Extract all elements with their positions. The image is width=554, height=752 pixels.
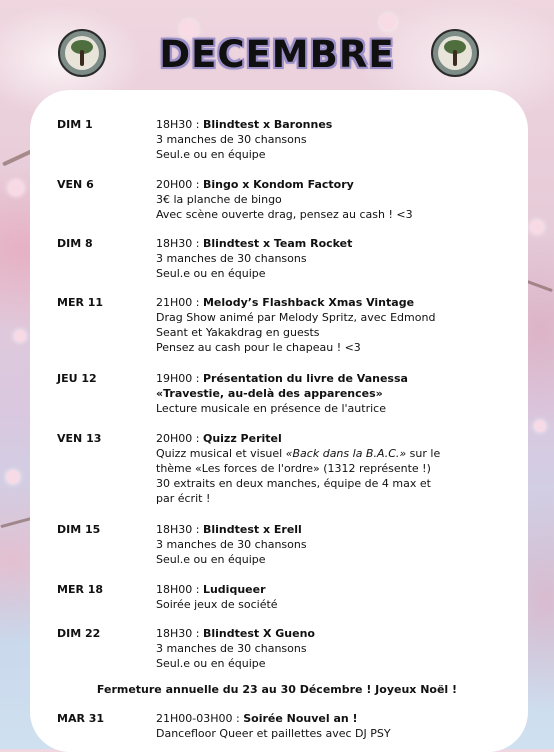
event-time: 21H00-03H00 [156, 712, 233, 725]
event-name: Soirée Nouvel an ! [243, 712, 358, 725]
event-detail: Seul.e ou en équipe [156, 267, 266, 280]
closure-notice: Fermeture annuelle du 23 au 30 Décembre ! Joyeux Noël ! [96, 683, 458, 696]
event-info [156, 371, 526, 416]
background-blossom [6, 470, 20, 484]
event-detail: 3 manches de 30 chansons [156, 252, 307, 265]
event-detail: Seul.e ou en équipe [156, 553, 266, 566]
event-name: Quizz Peritel [202, 432, 282, 445]
event-info [156, 582, 526, 612]
event-detail: Pensez au cash pour le chapeau ! <3 [156, 341, 361, 354]
event-detail: Avec scène ouverte drag, pensez au cash ! <3 [156, 208, 413, 221]
event-detail: par écrit ! [156, 492, 211, 505]
event-detail: 3 manches de 30 chansons [156, 133, 307, 146]
event-info [156, 117, 526, 162]
event-detail: Seul.e ou en équipe [156, 657, 266, 670]
event-time: 18H30 [156, 523, 193, 536]
event-name: Melody’s Flashback Xmas Vintage [202, 296, 415, 309]
event-info [156, 431, 526, 506]
event-day: VEN 13 [57, 432, 102, 445]
event-info [156, 295, 526, 355]
event-time: 18H30 [156, 237, 193, 250]
background-blossom [534, 420, 546, 432]
event-detail-emphasis: «Back dans la B.A.C.» [285, 447, 407, 460]
separator: : [192, 432, 203, 445]
separator: : [192, 296, 203, 309]
event-day: MER 18 [57, 583, 104, 596]
event-time: 20H00 [156, 178, 193, 191]
event-detail: 3€ la planche de bingo [156, 193, 282, 206]
event-detail: thème «Les forces de l'ordre» (1312 représente !) [156, 462, 431, 475]
event-detail: sur le [406, 447, 441, 460]
event-detail: Seul.e ou en équipe [156, 148, 266, 161]
event-detail: 30 extraits en deux manches, équipe de 4 max et [156, 477, 431, 490]
event-day: DIM 1 [57, 118, 93, 131]
event-name: Bingo x Kondom Factory [202, 178, 354, 191]
event-name-continued: «Travestie, au-delà des apparences» [156, 387, 383, 400]
event-day: JEU 12 [57, 372, 97, 385]
event-name: Blindtest x Team Rocket [202, 237, 353, 250]
separator: : [192, 627, 203, 640]
event-info [156, 711, 526, 741]
event-info [156, 522, 526, 567]
event-info [156, 177, 526, 222]
separator: : [192, 372, 203, 385]
event-day: MAR 31 [57, 712, 105, 725]
background-blossom [380, 14, 396, 30]
event-name: Présentation du livre de Vanessa [202, 372, 408, 385]
event-time: 19H00 [156, 372, 193, 385]
event-detail: Dancefloor Queer et paillettes avec DJ PSY [156, 727, 391, 740]
separator: : [192, 118, 203, 131]
event-time: 21H00 [156, 296, 193, 309]
event-name: Ludiqueer [202, 583, 266, 596]
separator: : [192, 237, 203, 250]
separator: : [232, 712, 244, 725]
event-info [156, 236, 526, 281]
background-blossom [530, 220, 544, 234]
page-title: DECEMBRE [159, 33, 395, 76]
event-detail: Soirée jeux de société [156, 598, 278, 611]
event-name: Blindtest x Baronnes [202, 118, 333, 131]
separator: : [192, 523, 203, 536]
event-day: DIM 15 [57, 523, 101, 536]
event-detail: Seant et Yakakdrag en guests [156, 326, 320, 339]
event-time: 18H30 [156, 627, 193, 640]
event-name: Blindtest x Erell [202, 523, 302, 536]
event-day: MER 11 [57, 296, 104, 309]
event-time: 18H30 [156, 118, 193, 131]
event-info [156, 626, 526, 671]
event-day: DIM 8 [57, 237, 93, 250]
event-time: 20H00 [156, 432, 193, 445]
event-day: VEN 6 [57, 178, 94, 191]
event-detail: 3 manches de 30 chansons [156, 642, 307, 655]
background-blossom [8, 180, 24, 196]
event-detail: Drag Show animé par Melody Spritz, avec Edmond [156, 311, 436, 324]
event-day: DIM 22 [57, 627, 101, 640]
separator: : [192, 583, 203, 596]
event-detail: 3 manches de 30 chansons [156, 538, 307, 551]
background-blossom [14, 330, 26, 342]
event-detail: Lecture musicale en présence de l'autrice [156, 402, 386, 415]
event-time: 18H00 [156, 583, 193, 596]
separator: : [192, 178, 203, 191]
event-detail: Quizz musical et visuel [156, 447, 286, 460]
event-name: Blindtest X Gueno [202, 627, 315, 640]
